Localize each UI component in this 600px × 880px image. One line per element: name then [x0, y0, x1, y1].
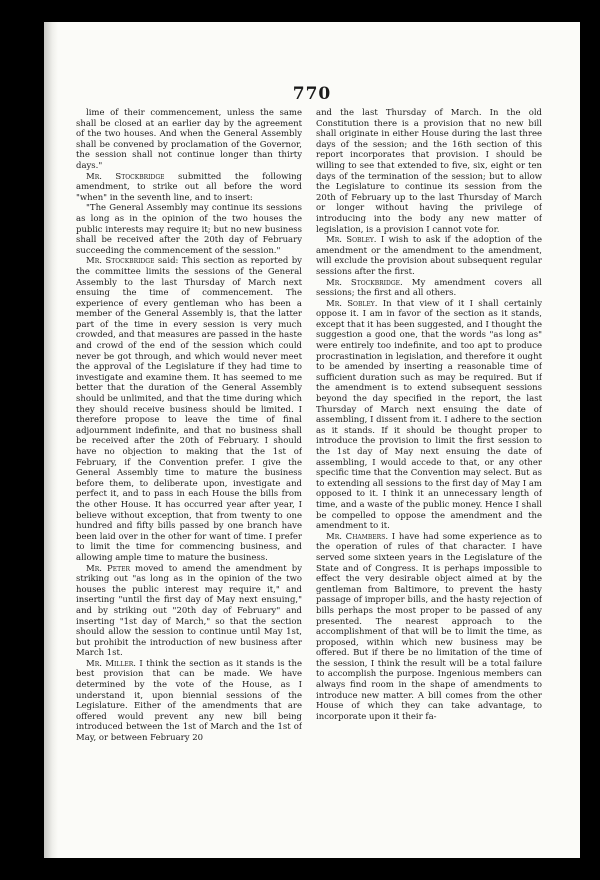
paragraph — [76, 108, 302, 172]
speaker-name: Mr. Peter — [86, 563, 131, 574]
paragraph — [76, 203, 302, 256]
speaker-name: Mr. Chambers — [326, 531, 386, 542]
paragraph — [76, 659, 302, 744]
paragraph-text: lime of their commencement, unless the same shall be closed at an earlier day by the agreement of the two houses. And when the General Assembly shall be convened by proclamation of the Governor, the session shall not continue longer than thirty days." — [76, 108, 302, 171]
speaker-name: Mr. Stockbridge — [86, 171, 165, 182]
paragraph-text: said: This section as reported by the committee limits the sessions of the General Assembly to the last Thursday of March next ensuing the time of commencement. The experience of every gentleman who has been a member of the General Assembly is, that the latter part of the time in every session is very much crowded, and that measures are passed in the haste and crowd of the end of the session which could never be got through, and which would never meet the approval of the Legislature if they had time to investigate and examine them. It has seemed to me better that the duration of the General Assembly should be unlimited, and that the time during which they should receive business should be limited. I therefore propose to leave the time of final adjournment indefinite, and that no business shall be received after the 20th of February. I should have no objection to making that the 1st of February, if the Convention prefer. I give the General Assembly time to mature the business before them, to deliberate upon, investigate and perfect it, and to pass in each House the bills from the other House. It has occurred year after year, I believe without exception, that from twenty to one hundred and fifty bills passed by one branch have been laid over in the other for want of time. I prefer to limit the time for commencing business, and allowing ample time to mature the business. — [76, 256, 302, 563]
paragraph-text: "The General Assembly may continue its sessions as long as in the opinion of the two houses the public interests may require it; but no new business shall be received after the 20th day of February succeeding the commencement of the session." — [76, 203, 302, 256]
page-number: 770 — [292, 84, 332, 104]
speaker-name: Mr. Sobley — [326, 235, 374, 246]
speaker-name: Mr. Stockbridge — [86, 256, 155, 267]
paragraph-text: . In that view of it I shall certainly oppose it. I am in favor of the section as it stands, except that it has been suggested, and I thought the suggestion a good one, that the words "as long as" were entirely too indefinite, and too apt to produce procrastination in legislation, and therefore it ought to be amended by inserting a reasonable time of sufficient duration such as may be required. But if the amendment is to extend subsequent sessions beyond the day specified in the report, the last Thursday of March next ensuing the date of assembling, I dissent from it. I adhere to the section as it stands. If it should be thought proper to introduce the provision to limit the first session to the 1st day of May next ensuing the date of assembling, I would accede to that, or any other specific time that the Convention may select. But as to extending all sessions to the first day of May I am opposed to it. I think it an unnecessary length of time, and a waste of the public money. Hence I shall be compelled to oppose the amendment and the amendment to it. — [316, 298, 542, 532]
scanned-page — [44, 22, 580, 858]
paragraph-text: . I wish to ask if the adoption of the amendment or the amendment to the amendment, will exclude the provision about subsequent regular sessions after the first. — [316, 235, 542, 277]
paragraph — [76, 564, 302, 659]
paragraph — [316, 108, 542, 235]
right-column — [316, 108, 542, 852]
paragraph-text: . I think the section as it stands is the best provision that can be made. We have determined by the vote of the House, as I understand it, upon biennial sessions of the Legislature. Either of the amendments that are offered would prevent any new bill being introduced between the 1st of March and the 1st of May, or between February 20 — [76, 658, 302, 744]
paragraph-text: moved to amend the amendment by striking out "as long as in the opinion of the two houses the public interest may require it," and inserting "until the first day of May next ensuing," and by striking out "20th day of February" and inserting "1st day of March," so that the section should allow the session to continue until May 1st, but prohibit the introduction of new business after March 1st. — [76, 563, 302, 659]
paragraph-text: . My amendment covers all sessions; the first and all others. — [316, 277, 542, 299]
paragraph — [76, 256, 302, 563]
speaker-name: Mr. Stockbridge — [326, 277, 401, 288]
paragraph — [316, 532, 542, 723]
left-column — [76, 108, 302, 852]
paragraph-text: submitted the following amendment, to strike out all before the word "when" in the seventh line, and to insert: — [76, 171, 302, 203]
paragraph — [316, 299, 542, 532]
paragraph — [76, 172, 302, 204]
paragraph-text: . I have had some experience as to the operation of rules of that character. I have served some sixteen years in the Legislature of the State and of Congress. It is perhaps impossible to effect the very desirable object aimed at by the gentleman from Baltimore, to prevent the hasty passage of improper bills, and the hasty rejection of bills perhaps the most proper to be passed of any presented. The nearest approach to the accomplishment of that will be to limit the time, as proposed, within which new business may be offered. But if there be no limitation of the time of the session, I think the result will be a total failure to accomplish the purpose. Ingenious members can always find room in the shape of amendments to introduce new matter. A bill comes from the other House of which they can take advantage, to incorporate upon it their fa- — [316, 531, 542, 722]
paragraph — [316, 278, 542, 299]
page-spine-shadow — [44, 22, 58, 858]
speaker-name: Mr. Miller — [86, 658, 134, 669]
paragraph — [316, 235, 542, 277]
speaker-name: Mr. Sobley — [326, 298, 375, 309]
paragraph-text: and the last Thursday of March. In the old Constitution there is a provision that no new bill shall originate in either House during the last three days of the session; and the 16th section of this report incorporates that provision. I should be willing to see that extended to five, six, eight or ten days of the termination of the session; but to allow the Legislature to continue its session from the 20th of February up to the last Thursday of March or longer without having the privilege of introducing into the body any new matter of legislation, is a provision I cannot vote for. — [316, 108, 542, 235]
